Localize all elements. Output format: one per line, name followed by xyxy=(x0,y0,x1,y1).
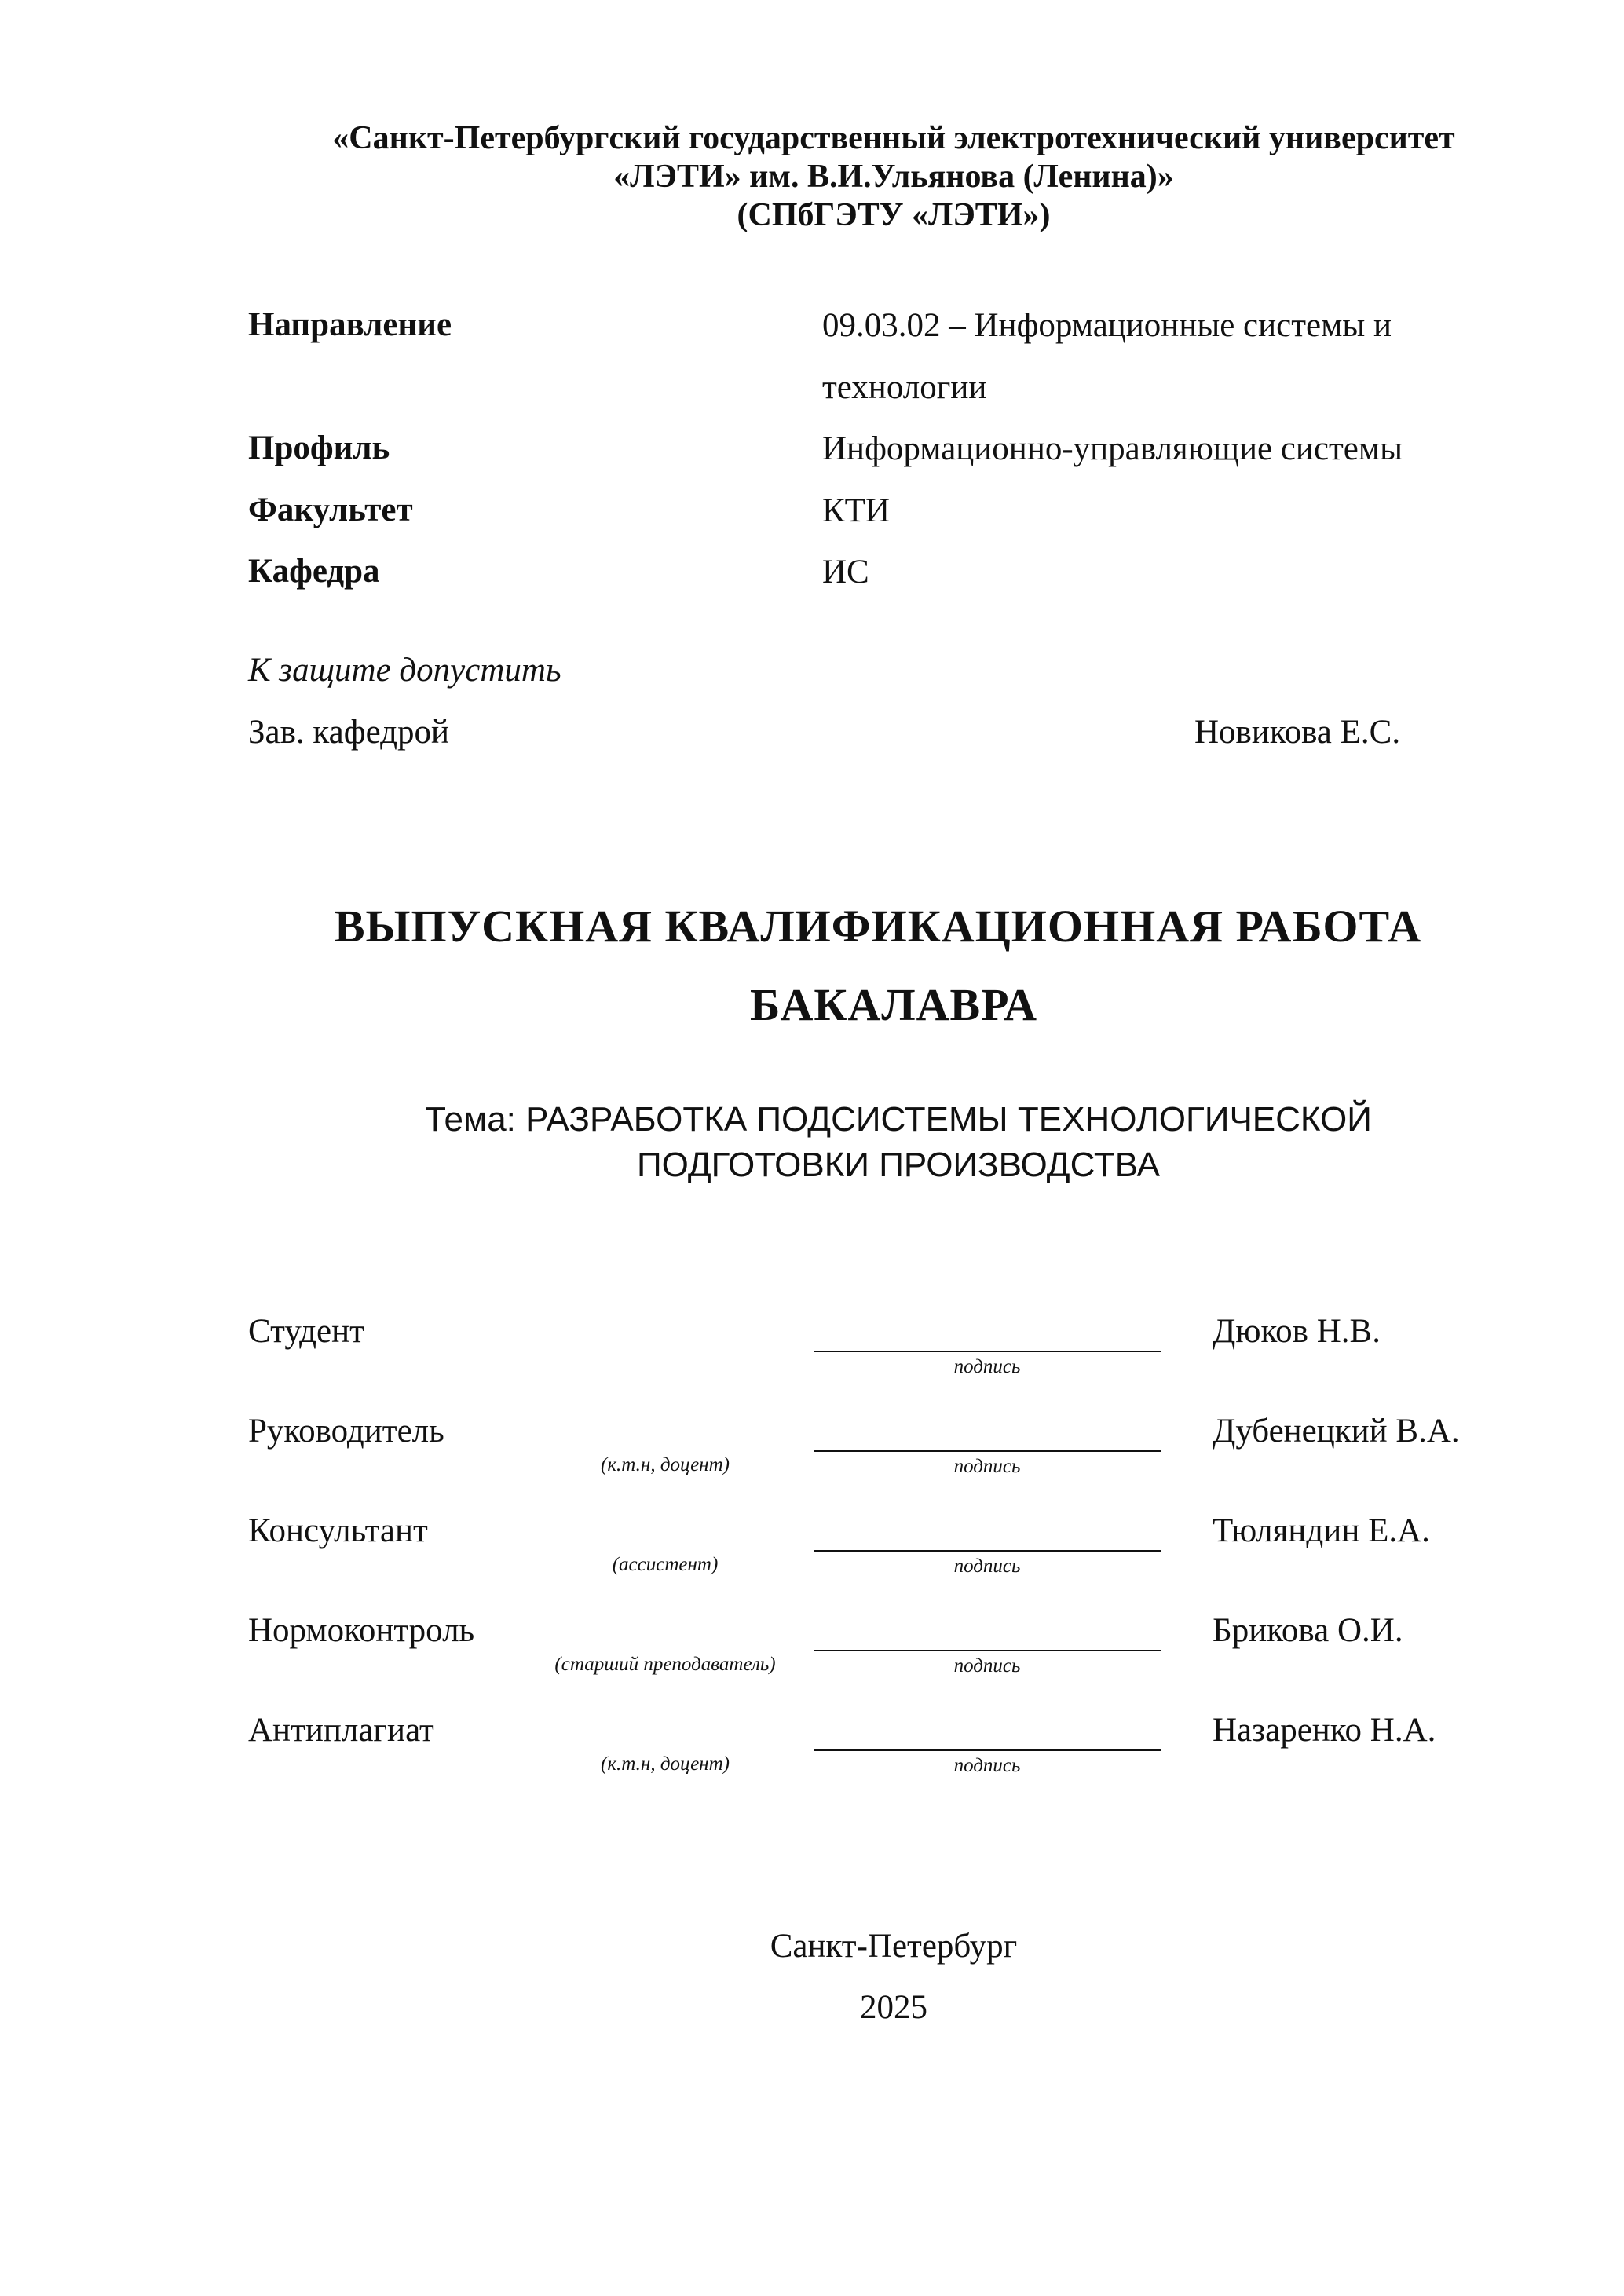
signature-role-student: Студент xyxy=(248,1313,364,1350)
university-name-line-1: «Санкт-Петербургский государственный электротехнический университет xyxy=(332,120,1455,156)
work-title-line-1: ВЫПУСКНАЯ КВАЛИФИКАЦИОННАЯ РАБОТА xyxy=(334,901,1422,952)
signature-role-supervisor: Руководитель xyxy=(248,1413,444,1450)
head-of-department-name: Новикова Е.С. xyxy=(1194,714,1401,751)
faculty-value: КТИ xyxy=(822,492,890,529)
signature-role-normcontrol: Нормоконтроль xyxy=(248,1612,475,1649)
year: 2025 xyxy=(860,1989,927,2026)
signature-name-antiplagiarism: Назаренко Н.А. xyxy=(1213,1712,1436,1749)
signature-position-consultant: (ассистент) xyxy=(612,1554,719,1575)
admission-text: К защите допустить xyxy=(248,652,561,689)
signature-hint-normcontrol: подпись xyxy=(953,1655,1021,1676)
signature-hint-supervisor: подпись xyxy=(953,1456,1021,1477)
signature-line-student xyxy=(814,1351,1161,1352)
signature-position-supervisor: (к.т.н, доцент) xyxy=(601,1454,730,1475)
faculty-label: Факультет xyxy=(248,492,413,528)
signature-name-normcontrol: Брикова О.И. xyxy=(1213,1612,1403,1649)
signature-role-antiplagiarism: Антиплагиат xyxy=(248,1712,434,1749)
signature-hint-consultant: подпись xyxy=(953,1556,1021,1577)
head-of-department-label: Зав. кафедрой xyxy=(248,714,450,751)
signature-hint-antiplagiarism: подпись xyxy=(953,1755,1021,1776)
signature-name-consultant: Тюляндин Е.А. xyxy=(1213,1512,1430,1549)
signature-role-consultant: Консультант xyxy=(248,1512,428,1549)
city: Санкт-Петербург xyxy=(770,1928,1018,1965)
theme-line-2: ПОДГОТОВКИ ПРОИЗВОДСТВА xyxy=(636,1146,1160,1184)
signature-name-student: Дюков Н.В. xyxy=(1213,1313,1381,1350)
profile-value: Информационно-управляющие системы xyxy=(822,430,1403,467)
signature-position-antiplagiarism: (к.т.н, доцент) xyxy=(601,1753,730,1775)
signature-position-normcontrol: (старший преподаватель) xyxy=(554,1654,776,1675)
direction-label: Направление xyxy=(248,306,452,343)
department-value: ИС xyxy=(822,554,869,590)
work-title-line-2: БАКАЛАВРА xyxy=(749,979,1038,1030)
signature-line-antiplagiarism xyxy=(814,1749,1161,1751)
university-name-line-2: «ЛЭТИ» им. В.И.Ульянова (Ленина)» xyxy=(613,159,1174,195)
university-abbreviation: (СПбГЭТУ «ЛЭТИ») xyxy=(737,197,1051,233)
signature-line-normcontrol xyxy=(814,1650,1161,1651)
profile-label: Профиль xyxy=(248,430,390,466)
department-label: Кафедра xyxy=(248,553,380,590)
signature-name-supervisor: Дубенецкий В.А. xyxy=(1213,1413,1460,1450)
signature-line-supervisor xyxy=(814,1450,1161,1452)
signature-hint-student: подпись xyxy=(953,1356,1021,1377)
theme-line-1: Тема: РАЗРАБОТКА ПОДСИСТЕМЫ ТЕХНОЛОГИЧЕСКОЙ xyxy=(425,1100,1372,1139)
signature-line-consultant xyxy=(814,1550,1161,1552)
direction-value: 09.03.02 – Информационные системы и технологии xyxy=(822,307,1392,406)
